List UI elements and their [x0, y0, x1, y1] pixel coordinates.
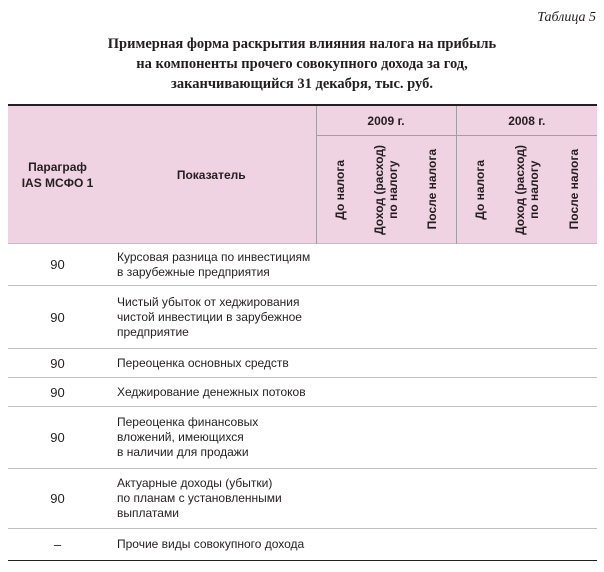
table-row: [8, 378, 597, 407]
header-2009-after-tax-text: После налога: [425, 149, 440, 230]
header-2009-before-tax: [316, 136, 363, 244]
value-cell: [550, 407, 597, 469]
row-indicator: [107, 529, 316, 561]
header-2008-tax-text: [513, 145, 541, 235]
row-indicator: [107, 244, 316, 286]
row-paragraph: 90: [8, 378, 107, 407]
row-indicator: [107, 469, 316, 529]
value-cell: [503, 469, 550, 529]
value-cell: [550, 349, 597, 378]
row-paragraph: 90: [8, 469, 107, 529]
value-cell: [316, 349, 363, 378]
value-cell: [316, 407, 363, 469]
table-row: [8, 244, 597, 286]
value-cell: [316, 469, 363, 529]
value-cell: [503, 244, 550, 286]
value-cell: [503, 349, 550, 378]
value-cell: [363, 349, 409, 378]
header-paragraph: [8, 105, 107, 244]
value-cell: [456, 378, 503, 407]
value-cell: [363, 469, 409, 529]
value-cell: [409, 244, 456, 286]
header-indicator: Показатель: [107, 105, 316, 244]
header-2009-tax-text: [372, 145, 400, 235]
row-paragraph: 90: [8, 286, 107, 349]
header-2008-before-tax-text: До налога: [472, 159, 487, 220]
row-text-line: Переоценка основных средств: [117, 355, 289, 370]
header-tax-line: по налогу: [526, 160, 541, 219]
value-cell: [363, 378, 409, 407]
table-row: [8, 407, 597, 469]
caption-line: заканчивающийся 31 декабря, тыс. руб.: [171, 76, 433, 92]
value-cell: [550, 244, 597, 286]
caption-line: на компоненты прочего совокупного дохода за год,: [136, 56, 468, 72]
row-indicator: [107, 286, 316, 349]
header-2009-before-tax-text: До налога: [332, 159, 347, 220]
header-tax-line: Доход (расход): [512, 144, 527, 235]
row-text-line: по планам с установленными: [117, 491, 282, 505]
header-year-2008: 2008 г.: [456, 105, 597, 136]
value-cell: [409, 469, 456, 529]
value-cell: [550, 286, 597, 349]
header-2008-before-tax: [456, 136, 503, 244]
value-cell: [456, 286, 503, 349]
table-row: [8, 529, 597, 561]
row-indicator: [107, 407, 316, 469]
row-text-line: Чистый убыток от хеджирования: [117, 294, 300, 309]
header-year-2009: 2009 г.: [316, 105, 456, 136]
header-tax-line: Доход (расход): [372, 144, 386, 235]
row-text-line: Хеджирование денежных потоков: [117, 384, 306, 399]
value-cell: [409, 529, 456, 561]
value-cell: [363, 529, 409, 561]
value-cell: [503, 286, 550, 349]
header-paragraph-line: Параграф: [28, 159, 87, 174]
header-2008-after-tax: [550, 136, 597, 244]
value-cell: [409, 407, 456, 469]
header-paragraph-line: IAS МСФО 1: [21, 175, 94, 190]
table-caption: [0, 34, 604, 94]
row-text-line: чистой инвестиции в зарубежное: [117, 309, 302, 324]
value-cell: [456, 469, 503, 529]
row-text-line: Курсовая разница по инвестициям: [117, 249, 311, 264]
header-2009-tax: [363, 136, 409, 244]
value-cell: [550, 378, 597, 407]
value-cell: [316, 378, 363, 407]
row-text-line: вложений, имеющихся: [117, 430, 244, 444]
row-text-line: Переоценка финансовых: [117, 415, 259, 429]
table-header: [8, 105, 597, 244]
row-paragraph: –: [8, 529, 107, 561]
value-cell: [503, 529, 550, 561]
row-text-line: в наличии для продажи: [117, 445, 249, 459]
value-cell: [456, 529, 503, 561]
tax-disclosure-table: [8, 104, 597, 561]
header-tax-line: по налогу: [386, 160, 400, 219]
table-body: [8, 244, 597, 561]
value-cell: [456, 349, 503, 378]
value-cell: [363, 407, 409, 469]
caption-line: Примерная форма раскрытия влияния налога на прибыль: [107, 36, 497, 52]
table-row: [8, 349, 597, 378]
value-cell: [456, 407, 503, 469]
table-row: [8, 286, 597, 349]
value-cell: [456, 244, 503, 286]
value-cell: [503, 378, 550, 407]
value-cell: [363, 244, 409, 286]
row-text-line: Прочие виды совокупного дохода: [117, 537, 305, 551]
table-row: [8, 469, 597, 529]
row-paragraph: 90: [8, 407, 107, 469]
value-cell: [409, 286, 456, 349]
row-text-line: предприятие: [117, 324, 189, 339]
value-cell: [550, 469, 597, 529]
value-cell: [550, 529, 597, 561]
table-number-label: Таблица 5: [537, 10, 596, 25]
value-cell: [316, 286, 363, 349]
value-cell: [316, 244, 363, 286]
row-indicator: [107, 378, 316, 407]
row-indicator: [107, 349, 316, 378]
value-cell: [503, 407, 550, 469]
value-cell: [409, 378, 456, 407]
row-text-line: выплатами: [117, 506, 179, 520]
header-2009-after-tax: [409, 136, 456, 244]
row-text-line: Актуарные доходы (убытки): [117, 476, 273, 490]
value-cell: [316, 529, 363, 561]
value-cell: [409, 349, 456, 378]
value-cell: [363, 286, 409, 349]
row-text-line: в зарубежные предприятия: [117, 264, 270, 279]
header-2008-tax: [503, 136, 550, 244]
row-paragraph: 90: [8, 244, 107, 286]
header-2008-after-tax-text: После налога: [566, 149, 581, 230]
row-paragraph: 90: [8, 349, 107, 378]
